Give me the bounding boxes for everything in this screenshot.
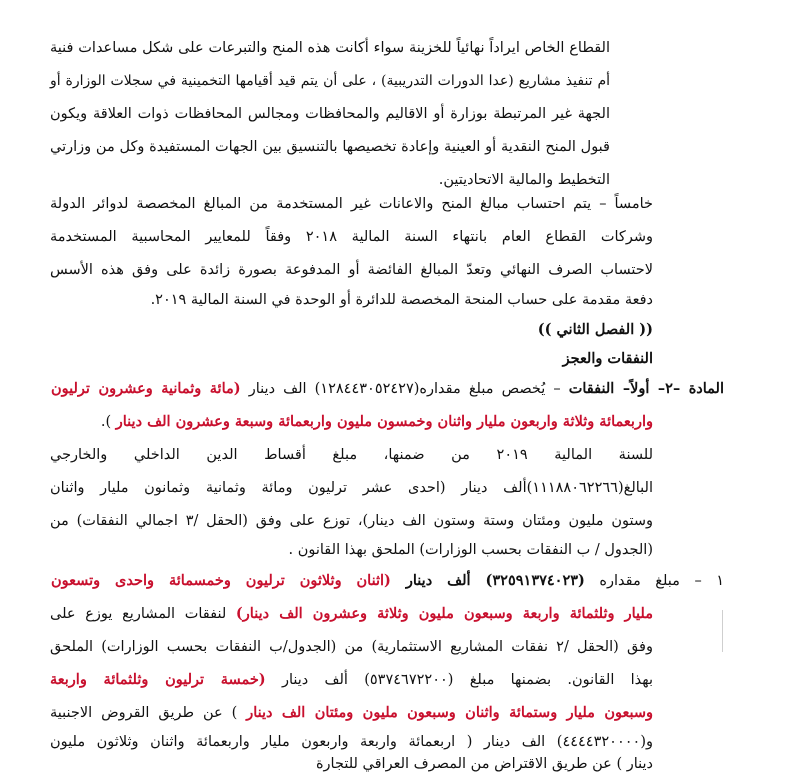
fifth-line-2: وشركات القطاع العام بانتهاء السنة المالية ٢٠١٨ وفقاً للمعايير المحاسبية المستخدمة bbox=[50, 229, 653, 245]
fifth-line-4: دفعة مقدمة على حساب المنحة المخصصة للدائرة أو الوحدة في السنة المالية ٢٠١٩. bbox=[150, 292, 653, 308]
article2-line-4: البالغ(١١١٨٨٠٦٢٢٦٦)ألف دينار (احدى عشر ترليون ومائة وثمانية وثمانون مليار واثنان bbox=[50, 480, 653, 496]
item1-loan-words-2: وسبعون مليار وستمائة واثنان وسبعون مليون ومئتان الف دينار bbox=[246, 704, 653, 721]
article2-line-5: وستون مليون ومئتان وستة وستون الف دينار)، توزع على وفق (الحقل /٣ اجمالي النفقات) من bbox=[50, 513, 653, 529]
item1-line-3: وفق (الحقل /٢ نفقات المشاريع الاستثمارية) من (الجدول/ب النفقات بحسب الوزارات) الملحق bbox=[50, 639, 653, 655]
article2-amount-words-1: (مائة وثمانية وعشرون ترليون bbox=[51, 380, 241, 397]
item1-line-6: و(٤٤٤٤٣٢٠٠٠٠) الف دينار ( اربعمائة واربعة واربعون مليار واربعمائة واثنان وثلاثون مليون bbox=[50, 734, 653, 750]
item1-loan-words-1: (خمسة ترليون وثلثمائة واربعة bbox=[50, 671, 266, 688]
intro-line-5: التخطيط والمالية الاتحاديتين. bbox=[438, 172, 610, 188]
item1-amount-words-2: مليار وثلثمائة واربعة وسبعون مليون وثلاثة وعشرون الف دينار) bbox=[235, 605, 654, 622]
item1-loan-amount: بهذا القانون. بضمنها مبلغ (٥٣٧٤٦٧٢٢٠٠) ألف دينار bbox=[265, 672, 653, 688]
item1-prefix: ١ – مبلغ مقداره bbox=[584, 573, 725, 589]
margin-mark bbox=[722, 610, 723, 652]
fifth-line-1: خامساً – يتم احتساب مبالغ المنح والاعانات غير المستخدمة من المبالغ المخصصة لدوائر الدولة bbox=[50, 196, 653, 212]
item1-amount: (٣٢٥٩١٣٧٤٠٢٣) ألف دينار bbox=[405, 572, 585, 589]
intro-line-2: أم تنفيذ مشاريع (عدا الدورات التدريبية) ، على أن يتم قيد أقيامها التخمينية في سجلات الوزارة أو bbox=[50, 73, 610, 89]
item1-line-1 bbox=[51, 571, 724, 591]
item1-line-2 bbox=[50, 604, 653, 624]
article2-line-3: للسنة المالية ٢٠١٩ من ضمنها، مبلغ أقساط الدين الداخلي والخارجي bbox=[50, 447, 653, 463]
item1-line-2-end: لنفقات المشاريع يوزع على bbox=[50, 606, 236, 622]
intro-line-3: الجهة غير المرتبطة بوزارة أو الاقاليم والمحافظات ومجالس المحافظات ذوات العلاقة ويكون bbox=[50, 106, 610, 122]
item1-line-5-end: ) عن طريق القروض الاجنبية bbox=[50, 705, 247, 721]
chapter-heading: (( الفصل الثاني )) bbox=[537, 321, 653, 338]
item1-line-5 bbox=[50, 703, 653, 723]
article2-line-1 bbox=[51, 379, 724, 399]
section-heading: النفقات والعجز bbox=[562, 350, 653, 367]
article2-line-6: (الجدول / ب النفقات بحسب الوزارات) الملحق بهذا القانون . bbox=[288, 542, 653, 558]
article2-line-2-end: ). bbox=[100, 414, 116, 430]
item1-line-4 bbox=[50, 670, 653, 690]
article2-label: المادة –٢– أولاً– النفقات bbox=[568, 380, 725, 397]
item1-line-7: دينار ) عن طريق الاقتراض من المصرف العراقي للتجارة bbox=[315, 756, 653, 772]
item1-amount-words-1: (اثنان وثلاثون ترليون وخمسمائة واحدى وتسعون bbox=[51, 572, 406, 589]
intro-line-4: قبول المنح النقدية أو العينية وإعادة تخصيصها بالتنسيق بين الجهات المستفيدة وكل من وزارتي bbox=[50, 139, 610, 155]
article2-line-2 bbox=[50, 412, 653, 432]
intro-line-1: القطاع الخاص ايراداً نهائياً للخزينة سواء أكانت هذه المنح والتبرعات على شكل مساعدات فنية bbox=[50, 40, 610, 56]
article2-amount-words-2: واربعمائة وثلاثة واربعون مليار واثنان وخمسون مليون واربعمائة وسبعة وعشرون الف دينار bbox=[115, 413, 653, 430]
article2-amount: – يُخصص مبلغ مقداره(١٢٨٤٤٣٠٥٢٤٢٧) الف دينار bbox=[240, 381, 569, 397]
fifth-line-3: لاحتساب الصرف النهائي وتعدّ المبالغ الفائضة أو المدفوعة بصورة زائدة على وفق هذه الأسس bbox=[50, 262, 653, 278]
